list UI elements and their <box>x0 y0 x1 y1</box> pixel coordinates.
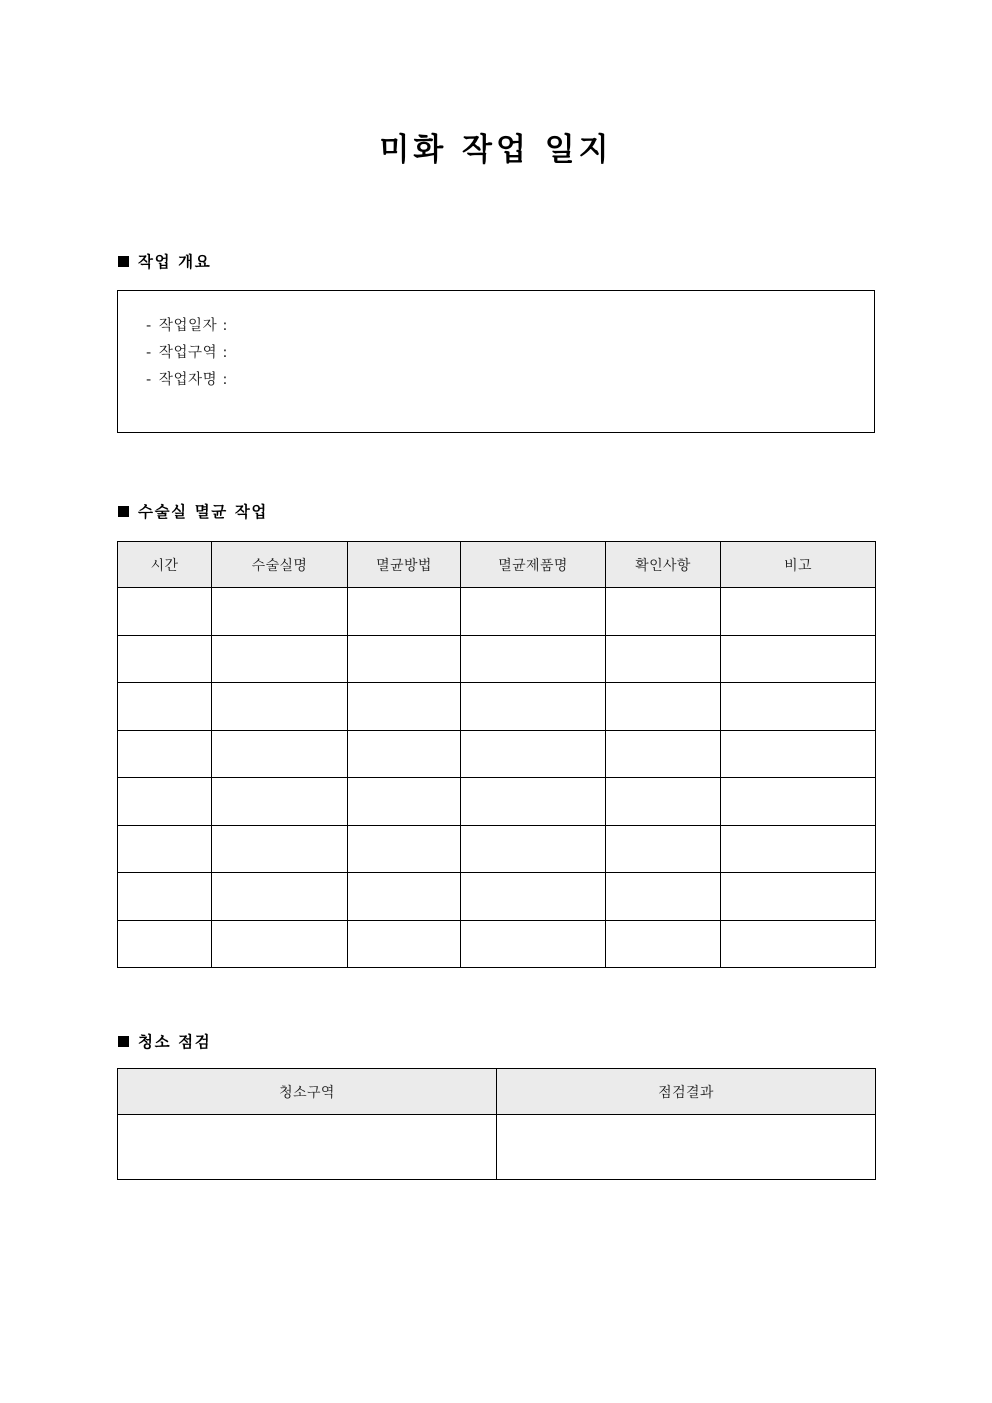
sterilization-cell-2[interactable] <box>348 635 461 683</box>
table-row <box>118 873 876 921</box>
overview-field-work-area-label: 작업구역 : <box>158 345 228 361</box>
column-header-remarks: 비고 <box>721 542 876 588</box>
sterilization-table <box>117 541 876 968</box>
sterilization-cell-4[interactable] <box>606 730 721 778</box>
sterilization-cell-2[interactable] <box>348 588 461 636</box>
table-row <box>118 778 876 826</box>
overview-field-worker-name <box>118 367 874 394</box>
sterilization-cell-3[interactable] <box>461 920 606 968</box>
sterilization-cell-2[interactable] <box>348 873 461 921</box>
cleaning-inspection-table <box>117 1068 876 1180</box>
sterilization-cell-1[interactable] <box>212 683 348 731</box>
sterilization-cell-5[interactable] <box>721 635 876 683</box>
sterilization-cell-0[interactable] <box>118 778 212 826</box>
table-row <box>118 825 876 873</box>
table-row <box>118 920 876 968</box>
column-header-sterilize-method: 멸균방법 <box>348 542 461 588</box>
sterilization-cell-4[interactable] <box>606 588 721 636</box>
sterilization-cell-2[interactable] <box>348 778 461 826</box>
table-row <box>118 635 876 683</box>
sterilization-cell-4[interactable] <box>606 873 721 921</box>
sterilization-cell-0[interactable] <box>118 730 212 778</box>
sterilization-cell-1[interactable] <box>212 730 348 778</box>
bullet-square-icon <box>118 1036 129 1047</box>
sterilization-cell-3[interactable] <box>461 825 606 873</box>
sterilization-cell-5[interactable] <box>721 873 876 921</box>
table-header-row <box>118 1069 876 1115</box>
sterilization-cell-5[interactable] <box>721 588 876 636</box>
table-row <box>118 683 876 731</box>
bullet-square-icon <box>118 506 129 517</box>
sterilization-cell-2[interactable] <box>348 683 461 731</box>
overview-field-work-date-label: 작업일자 : <box>158 318 228 334</box>
sterilization-cell-2[interactable] <box>348 920 461 968</box>
sterilization-cell-5[interactable] <box>721 920 876 968</box>
column-header-cleaning-area: 청소구역 <box>118 1069 497 1115</box>
section-heading-cleaning <box>118 1030 211 1052</box>
sterilization-cell-1[interactable] <box>212 635 348 683</box>
section-heading-cleaning-label: 청소 점검 <box>138 1033 212 1051</box>
sterilization-cell-0[interactable] <box>118 873 212 921</box>
section-heading-sterilization-label: 수술실 멸균 작업 <box>138 503 269 521</box>
overview-field-work-area <box>118 340 874 367</box>
sterilization-cell-3[interactable] <box>461 873 606 921</box>
sterilization-cell-1[interactable] <box>212 778 348 826</box>
list-dash: - <box>146 318 152 334</box>
table-row <box>118 730 876 778</box>
sterilization-cell-5[interactable] <box>721 683 876 731</box>
sterilization-cell-5[interactable] <box>721 778 876 826</box>
table-row <box>118 588 876 636</box>
cleaning-cell-1[interactable] <box>497 1115 876 1180</box>
sterilization-cell-5[interactable] <box>721 730 876 778</box>
sterilization-cell-1[interactable] <box>212 920 348 968</box>
sterilization-cell-1[interactable] <box>212 825 348 873</box>
sterilization-cell-3[interactable] <box>461 588 606 636</box>
page-title: 미화 작업 일지 <box>379 132 613 168</box>
sterilization-cell-1[interactable] <box>212 588 348 636</box>
sterilization-cell-4[interactable] <box>606 635 721 683</box>
sterilization-cell-4[interactable] <box>606 778 721 826</box>
sterilization-cell-3[interactable] <box>461 730 606 778</box>
sterilization-cell-0[interactable] <box>118 588 212 636</box>
column-header-or-name: 수술실명 <box>212 542 348 588</box>
bullet-square-icon <box>118 256 129 267</box>
sterilization-cell-4[interactable] <box>606 920 721 968</box>
sterilization-cell-4[interactable] <box>606 825 721 873</box>
sterilization-cell-0[interactable] <box>118 683 212 731</box>
table-row <box>118 1115 876 1180</box>
sterilization-cell-5[interactable] <box>721 825 876 873</box>
list-dash: - <box>146 345 152 361</box>
list-dash: - <box>146 372 152 388</box>
section-heading-sterilization <box>118 500 268 522</box>
column-header-time: 시간 <box>118 542 212 588</box>
section-heading-overview <box>118 250 211 272</box>
column-header-product-name: 멸균제품명 <box>461 542 606 588</box>
sterilization-cell-1[interactable] <box>212 873 348 921</box>
column-header-check-items: 확인사항 <box>606 542 721 588</box>
cleaning-cell-0[interactable] <box>118 1115 497 1180</box>
sterilization-cell-2[interactable] <box>348 730 461 778</box>
sterilization-cell-0[interactable] <box>118 920 212 968</box>
overview-field-worker-name-label: 작업자명 : <box>158 372 228 388</box>
sterilization-cell-3[interactable] <box>461 683 606 731</box>
sterilization-cell-0[interactable] <box>118 825 212 873</box>
sterilization-cell-2[interactable] <box>348 825 461 873</box>
overview-field-work-date <box>118 313 874 340</box>
sterilization-cell-3[interactable] <box>461 635 606 683</box>
column-header-inspect-result: 점검결과 <box>497 1069 876 1115</box>
sterilization-cell-0[interactable] <box>118 635 212 683</box>
overview-box <box>117 290 875 433</box>
section-heading-overview-label: 작업 개요 <box>138 253 212 271</box>
table-header-row <box>118 542 876 588</box>
sterilization-cell-3[interactable] <box>461 778 606 826</box>
sterilization-cell-4[interactable] <box>606 683 721 731</box>
